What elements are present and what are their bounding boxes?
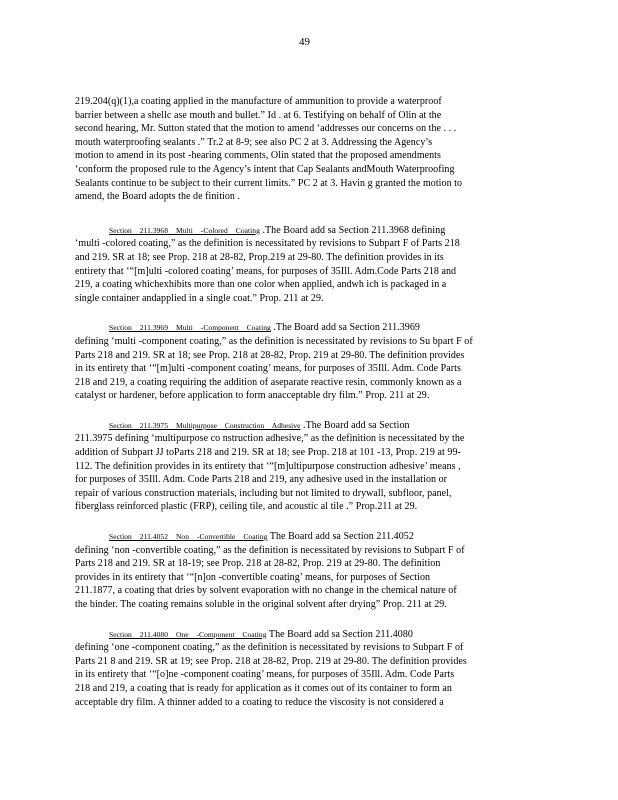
- text-line: for purposes of 35Ill. Adm. Code Parts 218 and 219, any adhesive used in the installation or: [75, 474, 448, 486]
- text-line: 219.204(q)(1),a coating applied in the manufacture of ammunition to provide a waterproof: [75, 96, 442, 107]
- text-line: amend, the Board adopts the de finition .: [75, 191, 241, 203]
- text-line: ‘multi -colored coating,” as the definition is necessitated by revisions to Subpart F of Parts 218: [75, 238, 460, 250]
- text-line: motion to amend in its post -hearing comments, Olin stated that the proposed amendments: [75, 150, 441, 162]
- text-line: The Board add sa Section 211.4052: [269, 531, 414, 543]
- text-line: and 219. SR at 18; see Prop. 218 at 28-82, Prop.219 at 29-80. The definition provides in its: [75, 251, 444, 263]
- text-line: Parts 218 and 219. SR at 18-19; see Prop. 218 at 28-82, Prop. 219 at 29-80. The definition: [75, 558, 441, 570]
- text-line: Sealants continue to be subject to their current limits.” PC 2 at 3. Havin g granted the motion to: [75, 177, 463, 189]
- section-4080-paragraph: [75, 628, 534, 710]
- text-line: mouth waterproofing sealants .” Tr.2 at 8-9; see also PC 2 at 3. Addressing the Agency’s: [75, 136, 433, 148]
- text-line: repair of various construction materials, including but not limited to drywall, subfloor, panel,: [75, 487, 452, 499]
- text-line: second hearing, Mr. Sutton stated that the motion to amend ‘addresses our concerns on the . . .: [75, 123, 457, 135]
- text-line: 112. The definition provides in its entirety that ‘“[m]ultipurpose construction adhesive’ means ,: [75, 460, 461, 472]
- text-line: single container andapplied in a single coat.” Prop. 211 at 29.: [75, 292, 324, 304]
- text-line: the binder. The coating remains soluble in the original solvent after drying” Prop. 211 at 29.: [75, 599, 447, 610]
- section-3969-paragraph: [75, 321, 534, 403]
- text-line: defining ‘non -convertible coating,” as the definition is necessitated by revisions to Subpart F of: [75, 544, 465, 556]
- section-heading: Section 211.4052 Non -Convertible Coating: [109, 532, 268, 542]
- text-line: catalyst or hardener, before application to form anacceptable dry film.” Prop. 211 at 29.: [75, 390, 430, 402]
- section-heading: Section 211.3968 Multi -Colored Coating: [109, 225, 260, 235]
- text-line: Parts 21 8 and 219. SR at 19; see Prop. 218 at 28-82, Prop. 219 at 29-80. The definition provides: [75, 655, 467, 667]
- text-line: defining ‘one -component coating,” as the definition is necessitated by revisions to Subpart F of: [75, 642, 464, 654]
- text-line: 219, a coating whichexhibits more than one color when applied, andwh ich is packaged in a: [75, 279, 447, 291]
- text-line: addition of Subpart JJ toParts 218 and 219. SR at 18; see Prop. 218 at 101 -13, Prop. 219 at 99-: [75, 447, 461, 459]
- text-line: Parts 218 and 219. SR at 18; see Prop. 218 at 28-82, Prop. 219 at 29-80. The definition provides: [75, 349, 465, 361]
- text-line: in its entirety that ‘“[o]ne -component coating’ means, for purposes of 35Ill. Adm. Code Parts: [75, 669, 455, 681]
- text-line: 211.3975 defining ‘multipurpose co nstruction adhesive,” as the definition is necessitated by the: [75, 433, 465, 445]
- text-line: fiberglass reinforced plastic (FRP), ceiling tile, and acoustic al tile .” Prop.211 at 29.: [75, 501, 418, 513]
- section-3975-paragraph: [75, 419, 534, 514]
- text-line: The Board add sa Section 211.4080: [268, 628, 413, 640]
- text-line: 211.1877, a coating that dries by solvent evaporation with no change in the chemical nature of: [75, 585, 457, 597]
- section-heading: Section 211.4080 One -Component Coating: [109, 629, 267, 639]
- page-number: 49: [299, 36, 310, 48]
- section-3968-paragraph: [75, 224, 534, 306]
- text-line: 218 and 219, a coating requiring the addition of aseparate reactive resin, commonly known as a: [75, 376, 462, 388]
- text-line: in its entirety that ‘“[m]ulti -component coating’ means, for purposes of 35Ill. Adm. Code Parts: [75, 363, 461, 375]
- section-4052-paragraph: [75, 530, 534, 612]
- intro-paragraph: [75, 95, 534, 204]
- text-line: entirety that ‘“[m]ulti -colored coating’ means, for purposes of 35Ill. Adm.Code Parts 218 and: [75, 265, 457, 277]
- text-line: acceptable dry film. A thinner added to a coating to reduce the viscosity is not considered a: [75, 696, 444, 708]
- text-line: defining ‘multi -component coating,” as the definition is necessitated by revisions to Su bpart F of: [75, 335, 473, 347]
- text-line: 218 and 219, a coating that is ready for application as it comes out of its container to form an: [75, 682, 452, 694]
- text-line: ‘conform the proposed rule to the Agency’s intent that Cap Sealants andMouth Waterproofing: [75, 163, 455, 175]
- section-heading: Section 211.3975 Multipurpose Construction Adhesive: [109, 420, 301, 430]
- text-line: .The Board add sa Section 211.3968 defining: [262, 224, 446, 236]
- text-line: provides in its entirety that ‘“[n]on -convertible coating’ means, for purposes of Section: [75, 571, 431, 583]
- text-line: .The Board add sa Section 211.3969: [273, 322, 420, 334]
- section-heading: Section 211.3969 Multi -Component Coating: [109, 323, 271, 333]
- text-line: barrier between a shellc ase mouth and bullet.” Id . at 6. Testifying on behalf of Olin at the: [75, 109, 442, 121]
- text-line: .The Board add sa Section: [303, 419, 410, 431]
